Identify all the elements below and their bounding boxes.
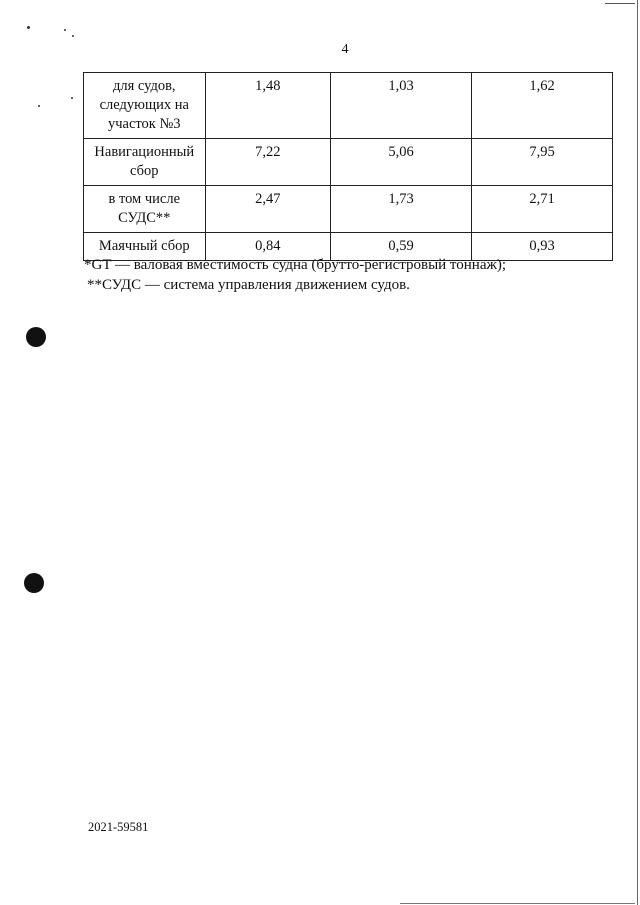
table-cell-value: 1,03 xyxy=(331,73,472,139)
page-number: 4 xyxy=(341,42,349,57)
scan-edge-right xyxy=(637,0,638,905)
table-cell-value: 7,22 xyxy=(205,139,331,186)
table-cell-value: 1,73 xyxy=(331,186,472,233)
table-row xyxy=(84,139,613,186)
table-cell-value: 1,48 xyxy=(205,73,331,139)
table-cell-value: 0,59 xyxy=(331,233,472,261)
scan-edge-top xyxy=(605,3,635,4)
scan-speck xyxy=(72,35,74,37)
footnote-suds: **СУДС — система управления движением судов. xyxy=(87,277,410,293)
table-row-label: Маячный сбор xyxy=(84,233,206,261)
table-cell-value: 0,93 xyxy=(472,233,613,261)
footnotes xyxy=(84,255,506,295)
scan-speck xyxy=(27,26,30,29)
table-cell-value: 2,47 xyxy=(205,186,331,233)
table-cell-value: 1,62 xyxy=(472,73,613,139)
table-cell-value: 2,71 xyxy=(472,186,613,233)
table-cell-value: 5,06 xyxy=(331,139,472,186)
table-row xyxy=(84,73,613,139)
table-row-label: для судов, следующих на участок №3 xyxy=(84,73,206,139)
scan-speck xyxy=(38,105,40,107)
scan-speck xyxy=(64,29,66,31)
table-cell-value: 0,84 xyxy=(205,233,331,261)
scan-speck xyxy=(71,97,73,99)
table-row-label: в том числе СУДС** xyxy=(84,186,206,233)
table-cell-value: 7,95 xyxy=(472,139,613,186)
fee-table xyxy=(83,72,613,261)
document-code: 2021-59581 xyxy=(88,820,149,834)
scan-edge-bottom xyxy=(400,903,635,904)
table-row-label: Навигационный сбор xyxy=(84,139,206,186)
footnote-gt: *GT — валовая вместимость судна (брутто-регистровый тоннаж); xyxy=(84,257,507,273)
punch-hole-upper xyxy=(26,327,46,347)
punch-hole-lower xyxy=(24,573,44,593)
table-row xyxy=(84,186,613,233)
